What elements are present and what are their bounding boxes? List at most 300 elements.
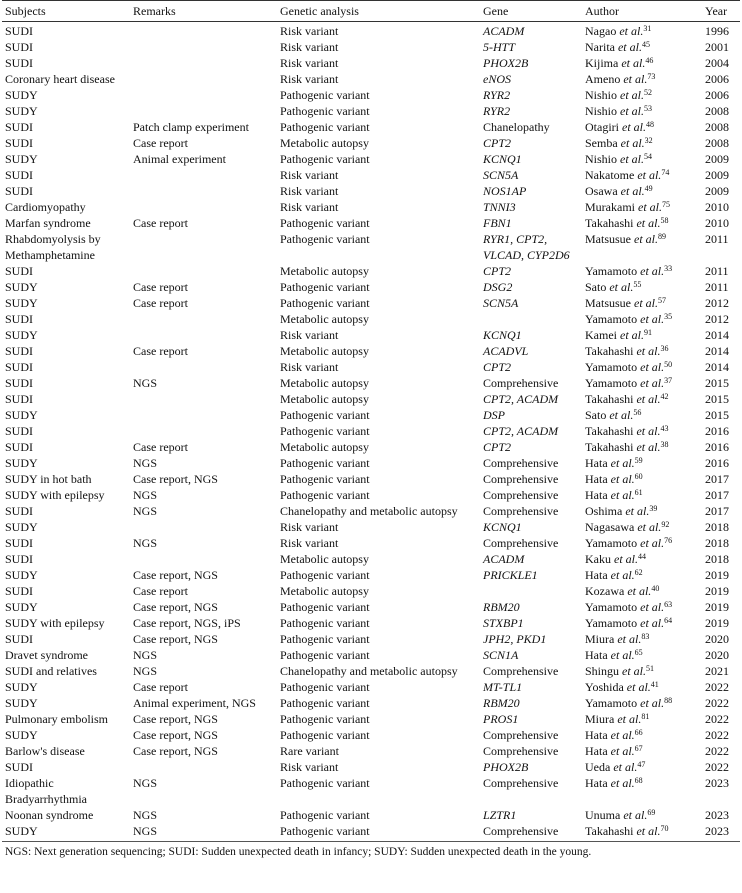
table-row — [2, 215, 740, 231]
cell-subject: SUDI — [5, 376, 34, 390]
header-genetic-analysis: Genetic analysis — [277, 1, 480, 22]
cell-year: 2016 — [705, 424, 729, 438]
cell-gene: RYR2 — [483, 104, 511, 118]
author-name: Kamei — [585, 328, 617, 342]
cell-gene: Comprehensive — [483, 504, 559, 518]
et-al: et al. — [622, 664, 647, 678]
et-al: et al. — [620, 136, 645, 150]
genetic-studies-table — [2, 0, 740, 842]
reference-number: 38 — [660, 440, 669, 449]
cell-genetic-analysis: Pathogenic variant — [280, 632, 370, 646]
cell-genetic-analysis: Pathogenic variant — [280, 568, 370, 582]
cell-year: 2006 — [705, 88, 729, 102]
author-name: Kijima — [585, 56, 619, 70]
cell-genetic-analysis: Pathogenic variant — [280, 296, 370, 310]
cell-genetic-analysis: Pathogenic variant — [280, 424, 370, 438]
cell-author — [582, 311, 702, 327]
cell-gene — [480, 311, 582, 327]
cell-gene: KCNQ1 — [483, 152, 522, 166]
cell-genetic-analysis: Pathogenic variant — [277, 823, 480, 842]
cell-remarks: Case report, NGS — [133, 712, 218, 726]
cell-year: 2014 — [705, 360, 729, 374]
et-al: et al. — [636, 392, 661, 406]
cell-gene: CPT2 — [483, 136, 512, 150]
table-row — [2, 183, 740, 199]
cell-author — [582, 471, 702, 487]
author-name: Nakatome — [585, 168, 635, 182]
cell-subject: SUDY with epilepsy — [5, 616, 105, 630]
cell-genetic-analysis: Risk variant — [280, 520, 339, 534]
cell-genetic-analysis: Metabolic autopsy — [280, 440, 369, 454]
reference-number: 66 — [634, 728, 643, 737]
cell-gene: ACADVL — [483, 344, 529, 358]
et-al: et al. — [617, 712, 642, 726]
cell-gene: PROS1 — [483, 712, 519, 726]
cell-genetic-analysis: Pathogenic variant — [280, 600, 370, 614]
et-al: et al. — [610, 776, 635, 790]
cell-year: 2020 — [705, 648, 729, 662]
cell-genetic-analysis: Risk variant — [280, 168, 339, 182]
author-name: Hata — [585, 728, 608, 742]
table-row — [2, 295, 740, 311]
cell-remarks — [130, 71, 277, 87]
table-row — [2, 679, 740, 695]
cell-year: 2009 — [705, 184, 729, 198]
cell-remarks — [130, 327, 277, 343]
et-al: et al. — [623, 72, 648, 86]
cell-subject: SUDY — [5, 152, 38, 166]
cell-remarks: NGS — [130, 823, 277, 842]
author-name: Takahashi — [585, 824, 634, 838]
cell-remarks: Case report, NGS — [133, 632, 218, 646]
reference-number: 58 — [660, 216, 669, 225]
cell-remarks — [130, 55, 277, 71]
cell-author — [582, 567, 702, 583]
reference-number: 46 — [645, 56, 654, 65]
cell-remarks — [130, 39, 277, 55]
cell-genetic-analysis: Metabolic autopsy — [280, 392, 369, 406]
cell-author — [582, 279, 702, 295]
cell-year: 2019 — [705, 584, 729, 598]
header-year: Year — [702, 1, 740, 22]
et-al: et al. — [626, 680, 651, 694]
cell-remarks — [130, 551, 277, 567]
et-al: et al. — [620, 88, 645, 102]
cell-genetic-analysis: Risk variant — [280, 72, 339, 86]
author-name: Yamamoto — [585, 616, 638, 630]
author-name: Sato — [585, 280, 607, 294]
et-al: et al. — [610, 648, 635, 662]
cell-subject: SUDI — [5, 264, 34, 278]
et-al: et al. — [640, 600, 665, 614]
et-al: et al. — [614, 552, 638, 566]
cell-year: 2012 — [705, 312, 729, 326]
author-name: Hata — [585, 472, 608, 486]
cell-gene: Comprehensive — [483, 664, 559, 678]
header-subjects: Subjects — [2, 1, 130, 22]
cell-genetic-analysis: Pathogenic variant — [280, 88, 370, 102]
cell-genetic-analysis: Risk variant — [280, 24, 339, 38]
cell-gene: MT-TL1 — [483, 680, 523, 694]
author-name: Kaku — [585, 552, 611, 566]
et-al: et al. — [610, 488, 635, 502]
cell-remarks: Case report, NGS — [133, 728, 218, 742]
cell-gene: RYR2 — [483, 88, 511, 102]
cell-year: 2009 — [705, 152, 729, 166]
cell-year: 2001 — [705, 40, 729, 54]
cell-genetic-analysis: Risk variant — [280, 360, 339, 374]
table-body — [2, 22, 740, 842]
et-al: et al. — [609, 408, 634, 422]
cell-remarks — [130, 231, 277, 263]
reference-number: 83 — [641, 632, 650, 641]
reference-number: 92 — [661, 520, 670, 529]
cell-year: 2017 — [705, 504, 729, 518]
cell-remarks: Case report — [133, 680, 188, 694]
cell-subject: SUDY — [5, 696, 38, 710]
cell-subject: SUDI — [5, 632, 34, 646]
reference-number: 59 — [634, 456, 643, 465]
cell-year: 2009 — [705, 168, 729, 182]
cell-subject: SUDY — [5, 728, 38, 742]
et-al: et al. — [620, 152, 645, 166]
cell-genetic-analysis: Pathogenic variant — [280, 104, 370, 118]
cell-author — [582, 807, 702, 823]
cell-author — [582, 167, 702, 183]
et-al: et al. — [617, 632, 642, 646]
et-al: et al. — [636, 344, 661, 358]
cell-author — [582, 22, 702, 40]
cell-author — [582, 71, 702, 87]
author-name: Osawa — [585, 184, 618, 198]
et-al: et al. — [610, 728, 635, 742]
et-al: et al. — [620, 328, 644, 342]
table-row — [2, 487, 740, 503]
reference-number: 49 — [644, 184, 653, 193]
cell-year: 2008 — [705, 104, 729, 118]
header-author: Author — [582, 1, 702, 22]
cell-subject: Pulmonary embolism — [5, 712, 108, 726]
table-row — [2, 343, 740, 359]
et-al: et al. — [640, 616, 665, 630]
author-name: Matsusue — [585, 296, 631, 310]
et-al: et al. — [610, 472, 635, 486]
cell-author — [582, 423, 702, 439]
et-al: et al. — [620, 104, 645, 118]
cell-subject: Dravet syndrome — [5, 648, 88, 662]
table-row — [2, 663, 740, 679]
reference-number: 44 — [638, 552, 646, 561]
cell-subject: SUDI — [5, 120, 34, 134]
author-name: Yoshida — [585, 680, 624, 694]
cell-remarks — [130, 391, 277, 407]
et-al: et al. — [637, 520, 662, 534]
cell-gene: Comprehensive — [483, 376, 559, 390]
et-al: et al. — [640, 696, 665, 710]
reference-number: 32 — [644, 136, 653, 145]
table-row — [2, 279, 740, 295]
cell-author — [582, 39, 702, 55]
cell-subject: SUDY — [5, 568, 38, 582]
cell-gene: STXBP1 — [483, 616, 524, 630]
cell-genetic-analysis: Risk variant — [280, 200, 339, 214]
reference-number: 41 — [650, 680, 659, 689]
cell-gene: CPT2, ACADM — [483, 392, 559, 406]
reference-number: 39 — [649, 504, 658, 513]
cell-author — [582, 343, 702, 359]
cell-genetic-analysis: Risk variant — [280, 40, 339, 54]
cell-subject: Idiopathic Bradyarrhythmia — [5, 776, 87, 806]
table-row — [2, 39, 740, 55]
cell-gene: SCN5A — [483, 168, 519, 182]
et-al: et al. — [640, 264, 665, 278]
cell-subject: SUDI — [5, 312, 34, 326]
table-row — [2, 407, 740, 423]
cell-subject: SUDY — [2, 823, 130, 842]
cell-genetic-analysis: Pathogenic variant — [280, 680, 370, 694]
author-name: Yamamoto — [585, 376, 638, 390]
cell-remarks — [130, 423, 277, 439]
et-al: et al. — [637, 168, 662, 182]
cell-genetic-analysis: Pathogenic variant — [280, 488, 370, 502]
reference-number: 47 — [637, 760, 646, 769]
cell-gene: PRICKLE1 — [483, 568, 538, 582]
cell-gene: Comprehensive — [483, 728, 559, 742]
et-al: et al. — [640, 376, 665, 390]
header-remarks: Remarks — [130, 1, 277, 22]
reference-number: 60 — [634, 472, 643, 481]
et-al: et al. — [621, 56, 646, 70]
et-al: et al. — [622, 120, 646, 134]
table-row — [2, 359, 740, 375]
table-row — [2, 119, 740, 135]
author-name: Hata — [585, 568, 608, 582]
cell-gene: LZTR1 — [483, 808, 517, 822]
cell-gene: eNOS — [483, 72, 511, 86]
cell-remarks: NGS — [133, 808, 158, 822]
table-row — [2, 823, 740, 842]
cell-gene: TNNI3 — [483, 200, 516, 214]
cell-year: 2019 — [705, 616, 729, 630]
cell-subject: Rhabdomyolysis by Methamphetamine — [5, 232, 101, 262]
cell-genetic-analysis: Metabolic autopsy — [280, 584, 369, 598]
cell-author — [582, 599, 702, 615]
cell-remarks: Case report, NGS — [133, 744, 218, 758]
cell-year: 1996 — [705, 24, 729, 38]
author-name: Yamamoto — [585, 264, 638, 278]
cell-subject: SUDY — [5, 328, 38, 342]
cell-year: 2023 — [705, 776, 729, 790]
author-name: Shingu — [585, 664, 620, 678]
reference-number: 74 — [661, 168, 670, 177]
reference-number: 31 — [643, 24, 652, 33]
cell-remarks: Case report, NGS — [133, 472, 218, 486]
author-name: Nagao — [585, 24, 617, 38]
cell-gene: CPT2 — [483, 264, 512, 278]
table-row — [2, 375, 740, 391]
reference-number: 91 — [644, 328, 652, 337]
author-name: Yamamoto — [585, 696, 638, 710]
author-name: Hata — [585, 488, 608, 502]
cell-remarks: Case report, NGS, iPS — [133, 616, 241, 630]
cell-remarks: Case report — [133, 344, 188, 358]
cell-gene: JPH2, PKD1 — [483, 632, 547, 646]
cell-remarks: Animal experiment — [133, 152, 226, 166]
table-row — [2, 439, 740, 455]
cell-author — [582, 631, 702, 647]
cell-gene: Comprehensive — [483, 744, 559, 758]
table-row — [2, 807, 740, 823]
cell-subject: SUDI — [5, 168, 34, 182]
cell-subject: SUDI — [5, 392, 34, 406]
cell-remarks — [130, 263, 277, 279]
cell-genetic-analysis: Pathogenic variant — [280, 696, 370, 710]
cell-subject: SUDI — [5, 504, 34, 518]
table-row — [2, 423, 740, 439]
cell-gene: CPT2 — [483, 360, 512, 374]
cell-year: 2023 — [705, 808, 729, 822]
cell-genetic-analysis: Pathogenic variant — [280, 120, 370, 134]
author-name: Sato — [585, 408, 607, 422]
et-al: et al. — [627, 584, 652, 598]
cell-gene: Comprehensive — [480, 823, 582, 842]
cell-gene: RBM20 — [483, 600, 520, 614]
reference-number: 68 — [634, 776, 643, 785]
author-name: Nishio — [585, 104, 618, 118]
cell-author — [582, 295, 702, 311]
cell-remarks: NGS — [133, 776, 158, 790]
cell-genetic-analysis: Pathogenic variant — [280, 648, 370, 662]
cell-subject: SUDI — [5, 424, 34, 438]
header-gene: Gene — [480, 1, 582, 22]
cell-genetic-analysis: Rare variant — [280, 744, 339, 758]
author-name: Hata — [585, 648, 608, 662]
cell-year: 2014 — [705, 328, 729, 342]
cell-subject: SUDY — [5, 104, 38, 118]
cell-genetic-analysis: Pathogenic variant — [280, 712, 370, 726]
cell-genetic-analysis: Chanelopathy and metabolic autopsy — [280, 504, 458, 518]
cell-remarks: Case report, NGS — [133, 568, 218, 582]
cell-subject: Marfan syndrome — [5, 216, 91, 230]
cell-year: 2010 — [705, 200, 729, 214]
cell-remarks: Case report — [133, 280, 188, 294]
cell-remarks — [130, 199, 277, 215]
cell-subject: Cardiomyopathy — [5, 200, 86, 214]
cell-year: 2004 — [705, 56, 729, 70]
cell-remarks: Animal experiment, NGS — [133, 696, 256, 710]
reference-number: 43 — [660, 424, 669, 433]
cell-genetic-analysis: Chanelopathy and metabolic autopsy — [280, 664, 458, 678]
cell-remarks: Case report — [133, 584, 188, 598]
cell-author — [582, 823, 702, 842]
cell-gene: Comprehensive — [483, 536, 559, 550]
cell-remarks: Case report — [133, 440, 188, 454]
cell-genetic-analysis: Metabolic autopsy — [280, 312, 369, 326]
cell-gene: NOS1AP — [483, 184, 527, 198]
reference-number: 70 — [660, 824, 669, 833]
table-row — [2, 743, 740, 759]
author-name: Yamamoto — [585, 360, 638, 374]
et-al: et al. — [636, 440, 661, 454]
cell-remarks — [130, 407, 277, 423]
cell-genetic-analysis: Metabolic autopsy — [280, 344, 369, 358]
cell-remarks: Case report — [133, 296, 188, 310]
cell-remarks — [130, 759, 277, 775]
table-row — [2, 535, 740, 551]
author-name: Oshima — [585, 504, 623, 518]
cell-year: 2017 — [705, 488, 729, 502]
reference-number: 55 — [633, 280, 642, 289]
cell-year: 2022 — [705, 696, 729, 710]
cell-remarks: Patch clamp experiment — [133, 120, 249, 134]
cell-remarks: Case report — [133, 136, 188, 150]
cell-author — [582, 135, 702, 151]
reference-number: 50 — [664, 360, 673, 369]
table-row — [2, 759, 740, 775]
et-al: et al. — [638, 200, 662, 214]
cell-subject: SUDY with epilepsy — [5, 488, 105, 502]
cell-subject: SUDY — [5, 280, 38, 294]
cell-year: 2008 — [705, 136, 729, 150]
cell-gene: PHOX2B — [483, 760, 529, 774]
cell-gene: Chanelopathy — [483, 120, 550, 134]
author-name: Ueda — [585, 760, 611, 774]
cell-gene: RBM20 — [483, 696, 520, 710]
cell-year: 2022 — [705, 760, 729, 774]
cell-subject: SUDI — [5, 344, 34, 358]
author-name: Hata — [585, 456, 608, 470]
table-row — [2, 727, 740, 743]
cell-genetic-analysis: Pathogenic variant — [280, 280, 370, 294]
cell-year: 2019 — [705, 568, 729, 582]
reference-number: 62 — [634, 568, 643, 577]
cell-remarks — [130, 22, 277, 40]
cell-genetic-analysis: Pathogenic variant — [280, 808, 370, 822]
cell-subject: SUDY — [5, 296, 38, 310]
cell-genetic-analysis: Pathogenic variant — [280, 472, 370, 486]
reference-number: 37 — [664, 376, 673, 385]
cell-year: 2012 — [705, 296, 729, 310]
cell-remarks — [130, 519, 277, 535]
cell-gene: KCNQ1 — [483, 520, 522, 534]
table-row — [2, 567, 740, 583]
cell-gene: SCN1A — [483, 648, 519, 662]
cell-remarks: NGS — [133, 648, 158, 662]
cell-genetic-analysis: Risk variant — [280, 328, 339, 342]
cell-remarks: NGS — [133, 664, 158, 678]
cell-year: 2015 — [705, 376, 729, 390]
table-row — [2, 151, 740, 167]
reference-number: 53 — [644, 104, 653, 113]
table-row — [2, 647, 740, 663]
reference-number: 73 — [647, 72, 656, 81]
cell-author — [582, 487, 702, 503]
cell-remarks — [130, 87, 277, 103]
cell-author — [582, 55, 702, 71]
cell-subject: SUDI — [5, 24, 34, 38]
table-row — [2, 631, 740, 647]
author-name: Yamamoto — [585, 600, 638, 614]
cell-gene: 5-HTT — [483, 40, 516, 54]
cell-remarks — [130, 359, 277, 375]
cell-remarks — [130, 103, 277, 119]
cell-genetic-analysis: Risk variant — [280, 760, 339, 774]
et-al: et al. — [636, 216, 661, 230]
reference-number: 75 — [662, 200, 670, 209]
et-al: et al. — [610, 456, 635, 470]
cell-gene: ACADM — [483, 552, 525, 566]
cell-gene: KCNQ1 — [483, 328, 522, 342]
